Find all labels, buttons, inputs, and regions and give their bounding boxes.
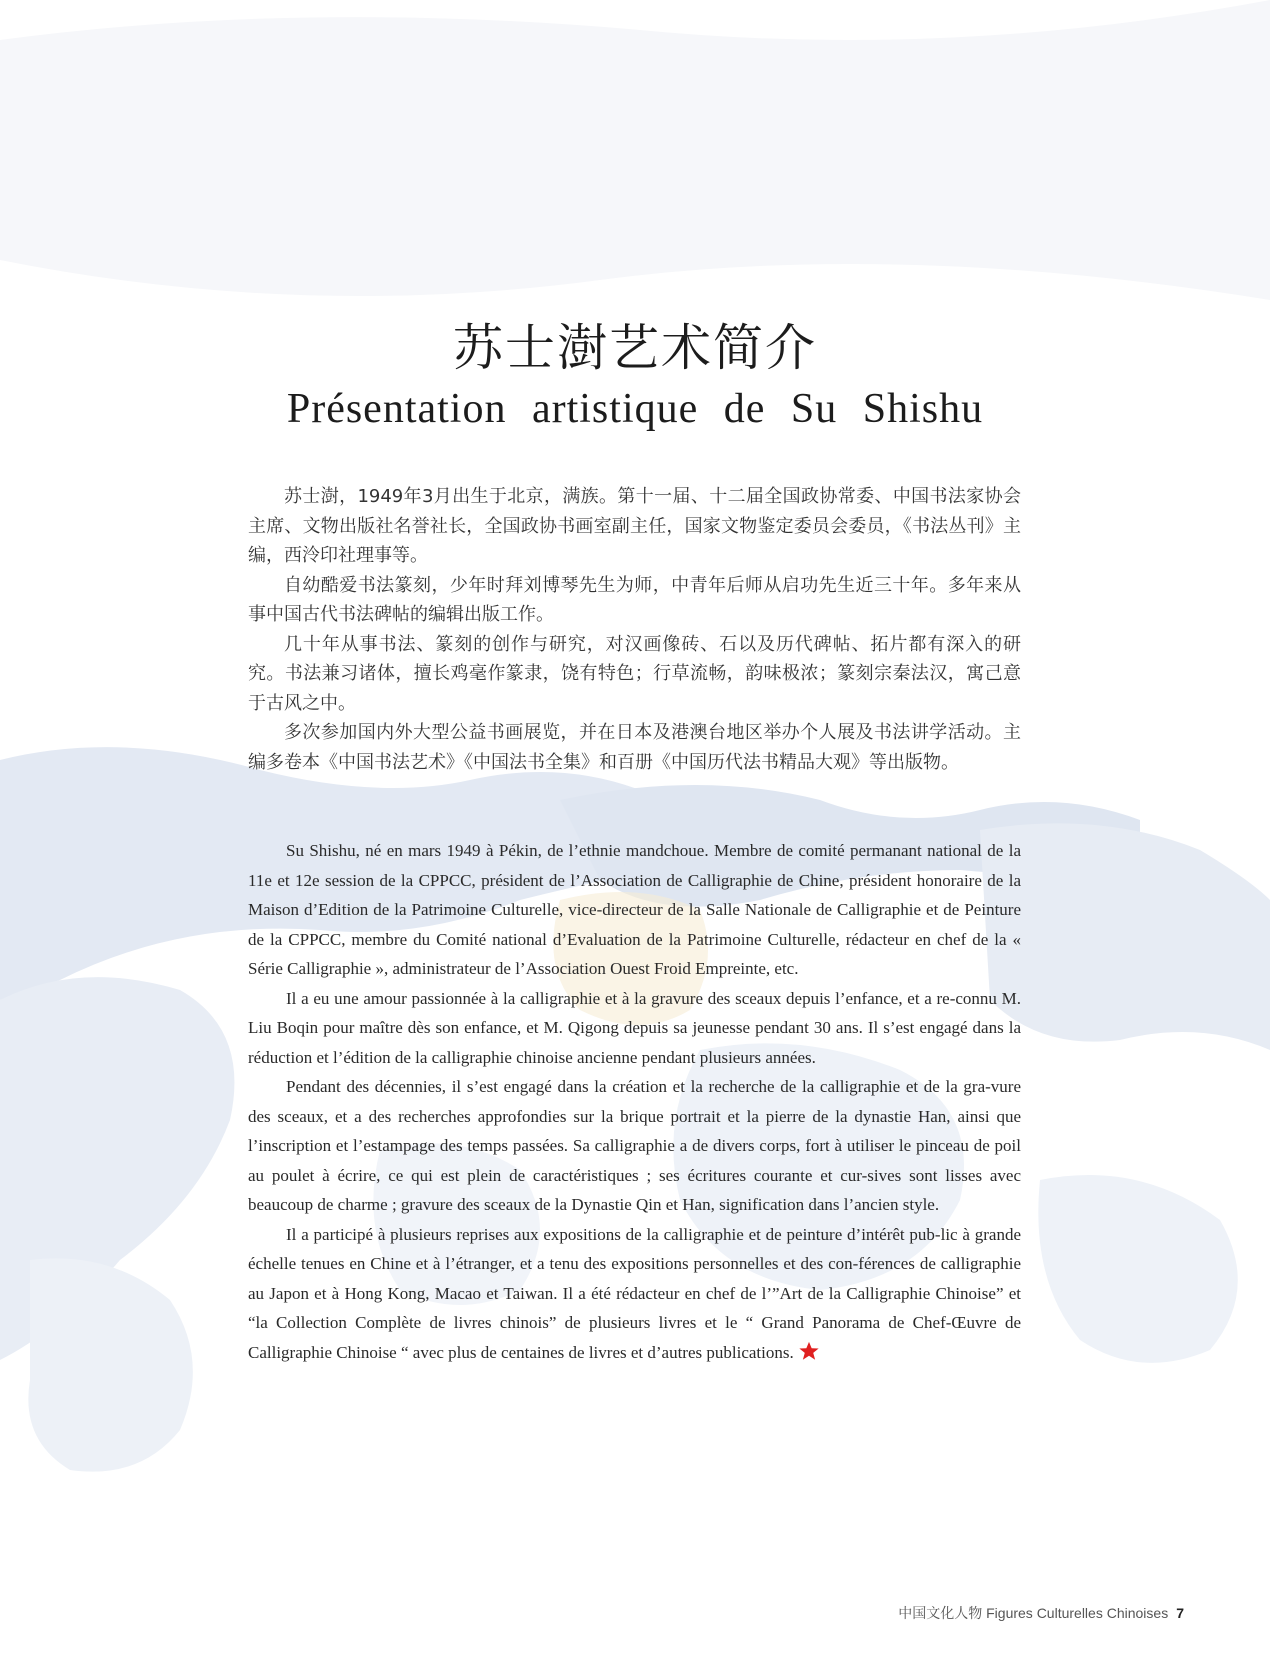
- french-paragraph-text: Il a participé à plusieurs reprises aux expositions de la calligraphie et de peinture d’intérêt pub-lic à grande échelle tenues en Chine et à l’étranger, et a tenu des expositions personnelles et des con-férences de calligraphie au Japon et à Hong Kong, Macao et Taiwan. Il a été rédacteur en chef de l’”Art de la Calligraphie Chinoise” et “la Collection Complète de livres chinois” de plusieurs livres et le “ Grand Panorama de Chef-Œuvre de Calligraphie Chinoise “ avec plus de centaines de livres et d’autres publications.: [248, 1224, 1021, 1362]
- chinese-paragraph: 自幼酷爱书法篆刻，少年时拜刘博琴先生为师，中青年后师从启功先生近三十年。多年来从事中国古代书法碑帖的编辑出版工作。: [248, 574, 1021, 625]
- french-paragraph: Su Shishu, né en mars 1949 à Pékin, de l’ethnie mandchoue. Membre de comité permanant national de la 11e et 12e session de la CPPCC, président de l’Association de Calligraphie de Chine, président honoraire de la Maison d’Edition de la Patrimoine Culturelle, vice-directeur de la Salle Nationale de Calligraphie et de Peinture de la CPPCC, membre du Comité national d’Evaluation de la Patrimoine Culturelle, rédacteur en chef de la « Série Calligraphie », administrateur de l’Association Ouest Froid Empreinte, etc.: [248, 841, 1021, 978]
- star-icon: [798, 1340, 820, 1362]
- chinese-paragraph: 苏士澍，1949年3月出生于北京，满族。第十一届、十二届全国政协常委、中国书法家协会主席、文物出版社名誉社长，全国政协书画室副主任，国家文物鉴定委员会委员，《书法丛刊》主编，西泠印社理事等。: [248, 486, 1021, 566]
- page-footer: [898, 1603, 1184, 1623]
- french-paragraph: Pendant des décennies, il s’est engagé dans la création et la recherche de la calligraphie et de la gra-vure des sceaux, et a des recherches approfondies sur la brique portrait et la pierre de la dynastie Han, ainsi que l’inscription et l’estampage des temps passées. Sa calligraphie a de divers corps, fort à utiliser le pinceau de poil au poulet à écrire, ce qui est plein de caractéristiques ; ses écritures courante et cur-sives sont lisses avec beaucoup de charme ; gravure des sceaux de la Dynastie Qin et Han, signification dans l’ancien style.: [248, 1077, 1021, 1214]
- page-number: 7: [1176, 1605, 1184, 1621]
- page-title-chinese: 苏士澍艺术简介: [453, 319, 817, 377]
- chinese-paragraph: 几十年从事书法、篆刻的创作与研究，对汉画像砖、石以及历代碑帖、拓片都有深入的研究。书法兼习诸体，擅长鸡毫作篆隶，饶有特色；行草流畅，韵味极浓；篆刻宗秦法汉，寓己意于古风之中。: [248, 633, 1021, 714]
- chinese-biography: [248, 482, 1021, 777]
- page-title-french: Présentation artistique de Su Shishu: [286, 386, 984, 432]
- footer-label: 中国文化人物 Figures Culturelles Chinoises: [898, 1605, 1169, 1621]
- chinese-paragraph: 多次参加国内外大型公益书画展览，并在日本及港澳台地区举办个人展及书法讲学活动。主编多卷本《中国书法艺术》《中国法书全集》和百册《中国历代法书精品大观》等出版物。: [248, 722, 1021, 773]
- french-biography: [248, 836, 1021, 1367]
- french-paragraph-last: [248, 1220, 1021, 1368]
- french-paragraph: Il a eu une amour passionnée à la calligraphie et à la gravure des sceaux depuis l’enfance, et a re-connu M. Liu Boqin pour maître dès son enfance, et M. Qigong depuis sa jeunesse pendant 30 ans. Il s’est engagé dans la réduction et l’édition de la calligraphie chinoise ancienne pendant plusieurs années.: [248, 988, 1021, 1067]
